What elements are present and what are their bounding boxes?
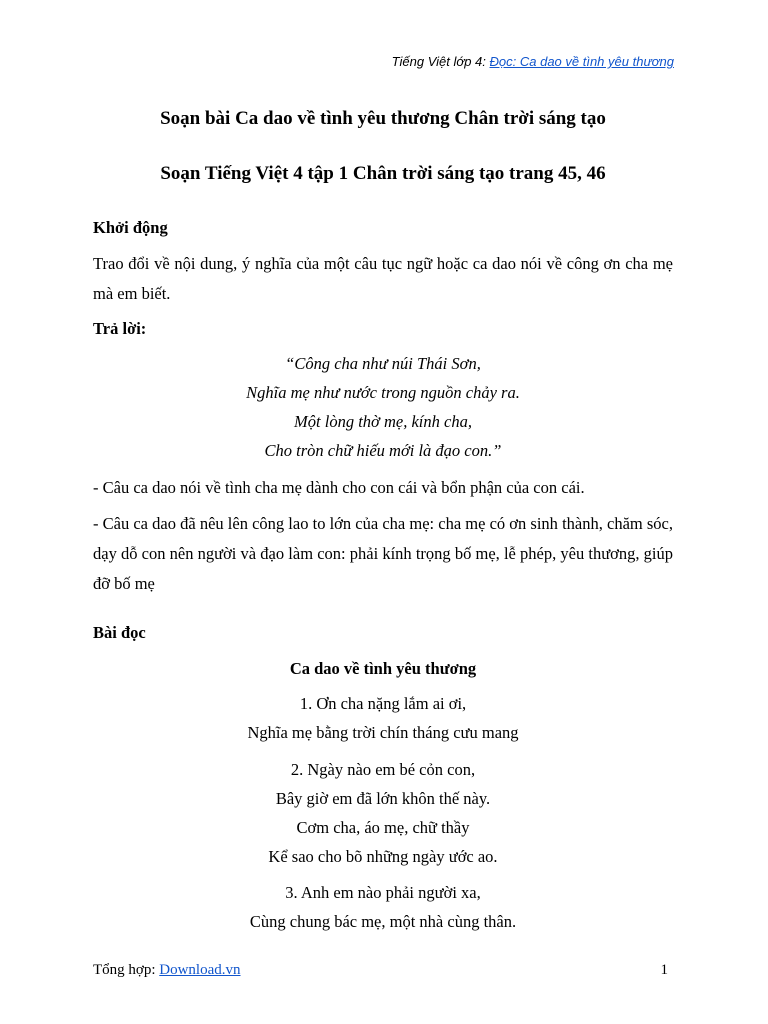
header-link[interactable]: Đọc: Ca dao về tình yêu thương [489,54,674,69]
answer-point-2: - Câu ca dao đã nêu lên công lao to lớn của cha mẹ: cha mẹ có ơn sinh thành, chăm sóc, dạy dỗ con nên người và đạo làm con: phải kính trọng bố mẹ, lễ phép, yêu thương, giúp đỡ bố mẹ [93,514,673,593]
poem-line: Nghĩa mẹ như nước trong nguồn chảy ra. [246,383,520,402]
answer-poem [93,349,673,465]
verse-line: Nghĩa mẹ bằng trời chín tháng cưu mang [247,723,519,742]
reading-verse-3 [93,878,673,936]
verse-line: 3. Anh em nào phải người xa, [285,883,481,902]
sub-title: Soạn Tiếng Việt 4 tập 1 Chân trời sáng tạo trang 45, 46 [160,163,606,184]
verse-line: Bây giờ em đã lớn khôn thế này. [275,789,491,808]
page-number: 1 [660,962,668,978]
verse-line: Cơm cha, áo mẹ, chữ thầy [296,818,470,837]
question-text: Trao đổi về nội dung, ý nghĩa của một câu tục ngữ hoặc ca dao nói về công ơn cha mẹ mà em biết. [93,254,673,303]
page-header [392,54,674,69]
verse-line: Cùng chung bác mẹ, một nhà cùng thân. [249,912,517,931]
heading-bai-doc: Bài đọc [93,623,146,642]
footer-label: Tổng hợp: [93,962,160,978]
reading-verse-1 [93,689,673,747]
footer-link[interactable]: Download.vn [159,962,241,978]
poem-line: Một lòng thờ mẹ, kính cha, [294,412,472,431]
reading-verse-2 [93,755,673,871]
verse-line: 1. Ơn cha nặng lắm ai ơi, [299,694,467,713]
answer-point-1: - Câu ca dao nói về tình cha mẹ dành cho con cái và bổn phận của con cái. [93,478,585,497]
reading-title: Ca dao về tình yêu thương [289,659,477,678]
poem-line: Cho tròn chữ hiếu mới là đạo con.” [264,441,502,460]
verse-line: Kể sao cho bõ những ngày ước ao. [268,847,498,866]
heading-khoi-dong: Khởi động [93,218,168,237]
main-title: Soạn bài Ca dao về tình yêu thương Chân trời sáng tạo [160,108,606,129]
verse-line: 2. Ngày nào em bé cỏn con, [290,760,476,779]
page-footer [93,962,241,979]
heading-tra-loi: Trả lời: [93,319,147,338]
header-prefix: Tiếng Việt lớp 4: [391,54,490,69]
poem-line: “Công cha như núi Thái Sơn, [285,354,481,373]
